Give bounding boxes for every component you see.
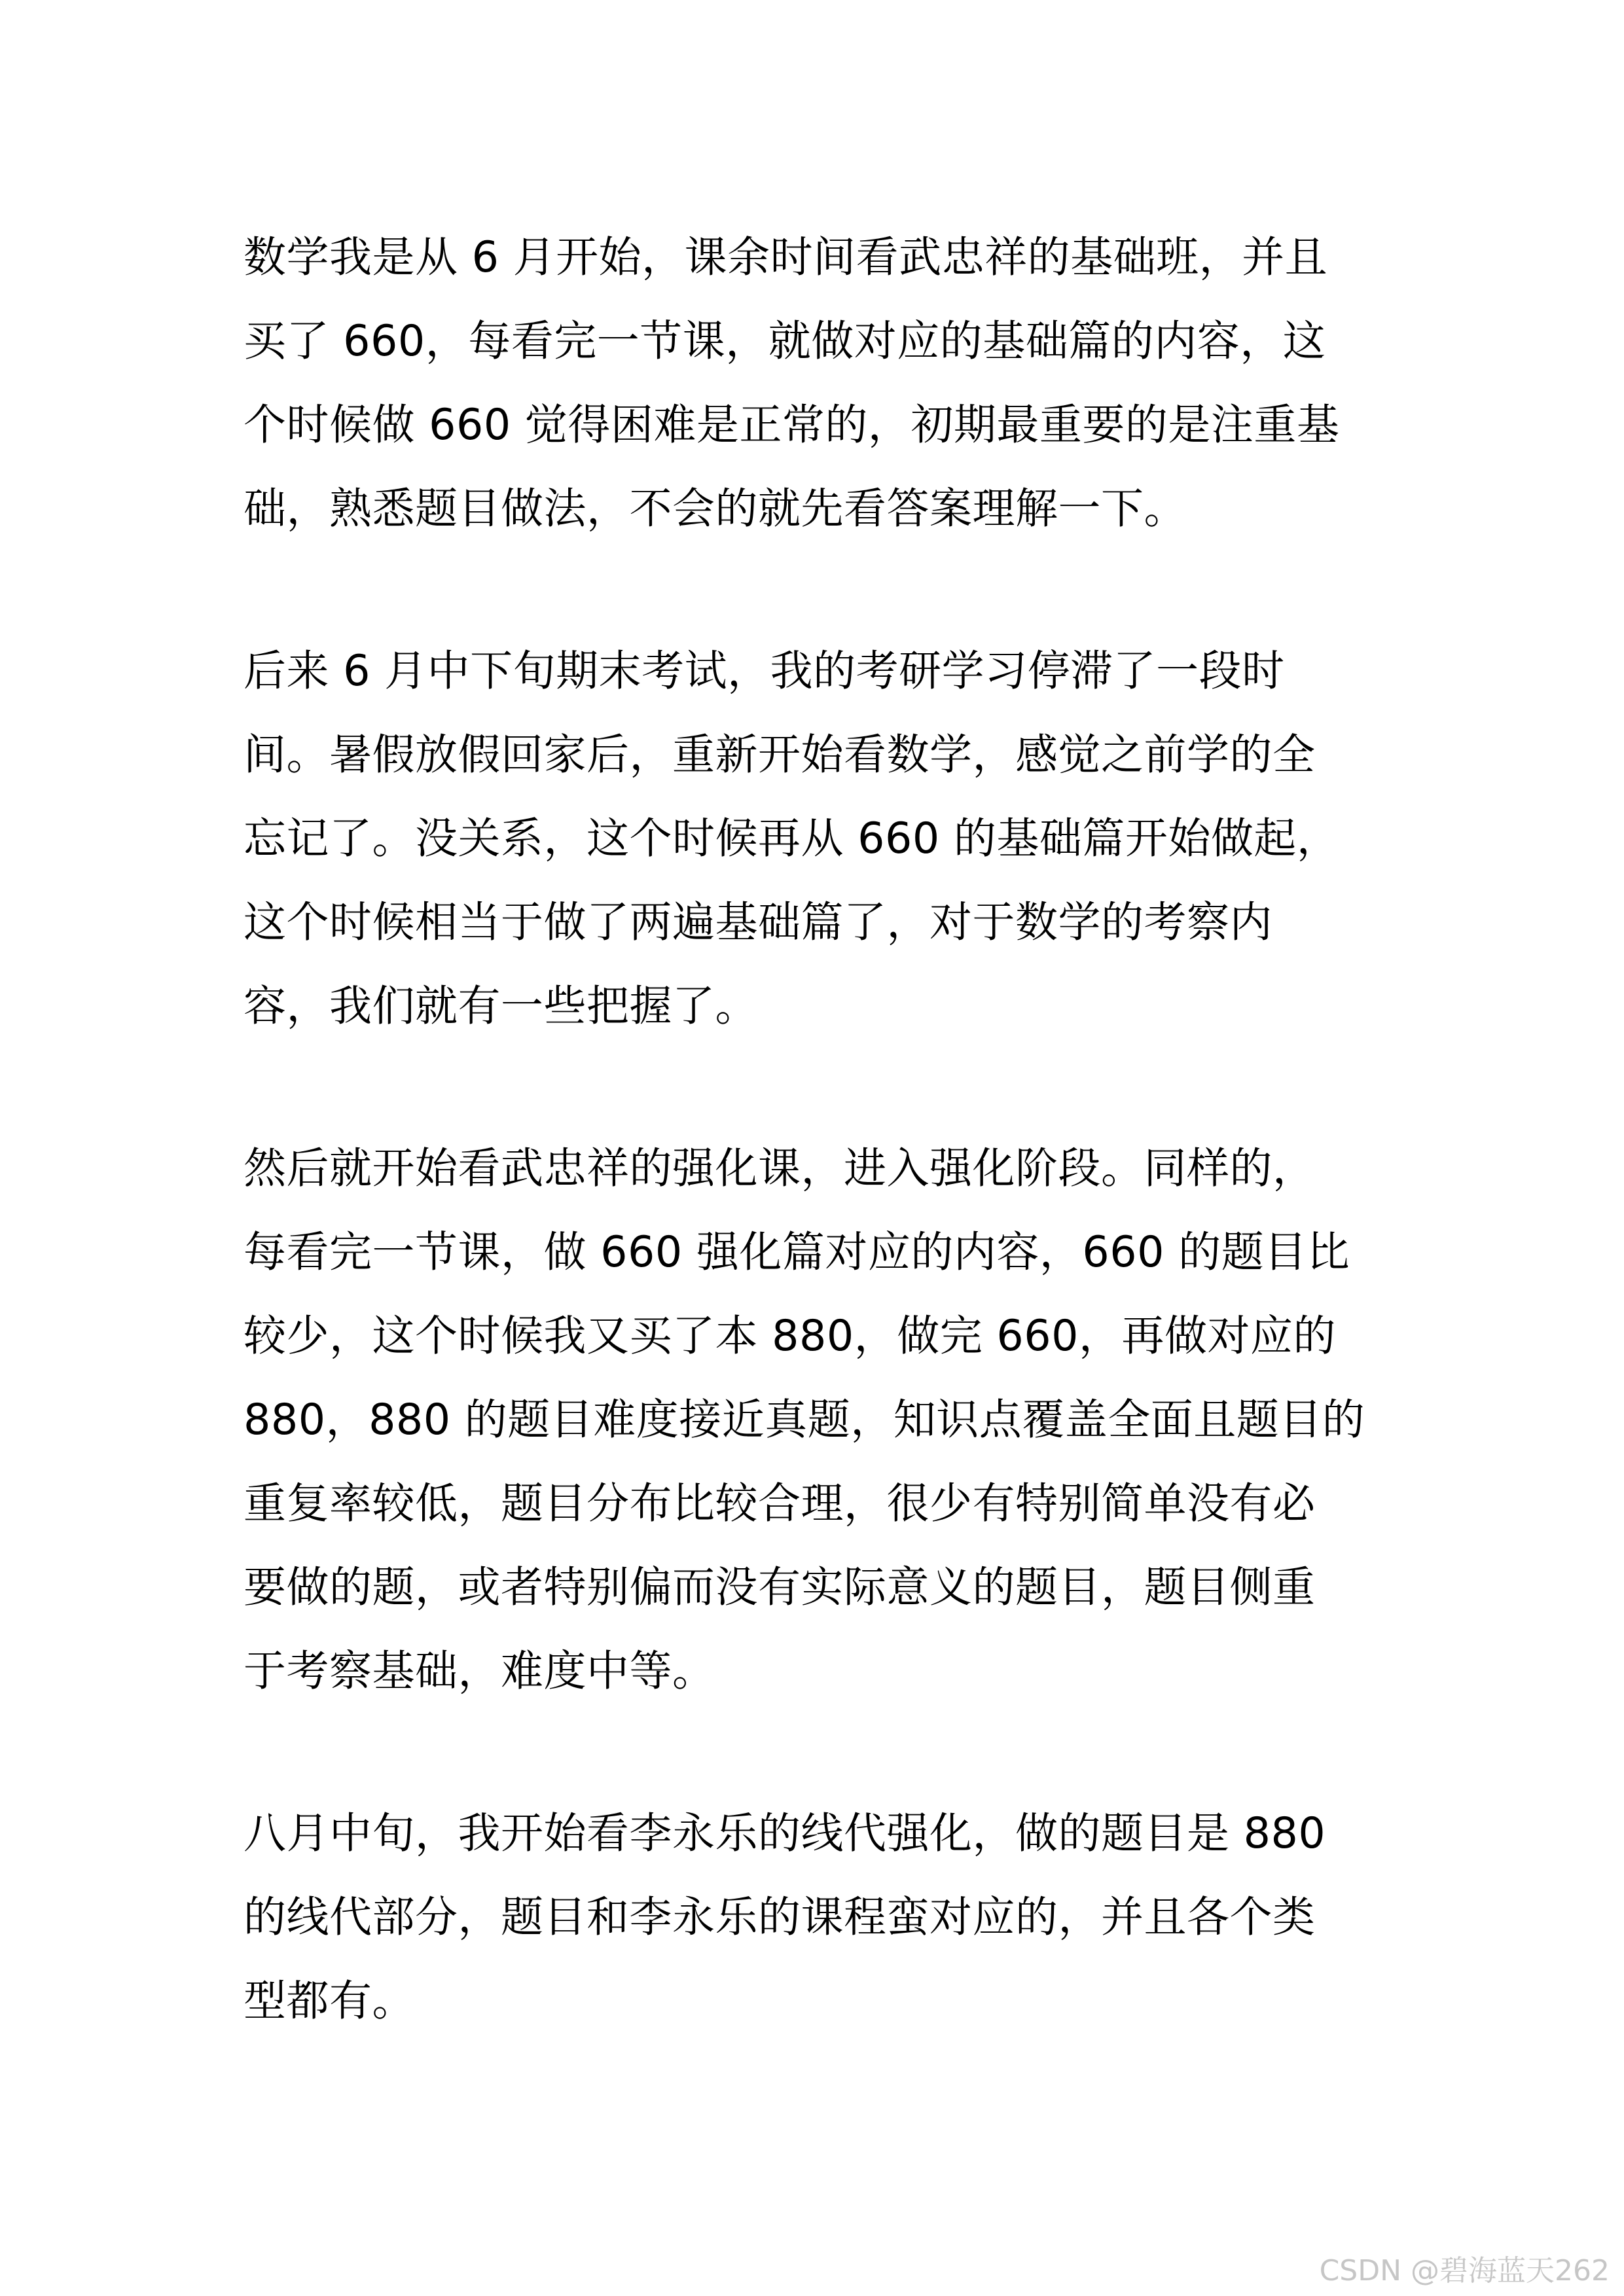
document-body bbox=[244, 216, 1369, 2122]
text-line: 于考察基础，难度中等。 bbox=[244, 1647, 715, 1696]
paragraph-4 bbox=[244, 1792, 1369, 2043]
text-line: 然后就开始看武忠祥的强化课，进入强化阶段。同样的， bbox=[244, 1144, 1316, 1193]
text-line: 八月中旬，我开始看李永乐的线代强化，做的题目是 880 bbox=[244, 1809, 1326, 1858]
text-line: 型都有。 bbox=[244, 1977, 416, 2026]
text-line: 容，我们就有一些把握了。 bbox=[244, 982, 759, 1031]
paragraph-3 bbox=[244, 1127, 1369, 1713]
text-line: 后来 6 月中下旬期末考试，我的考研学习停滞了一段时 bbox=[244, 647, 1285, 696]
text-line: 880，880 的题目难度接近真题，知识点覆盖全面且题目的 bbox=[244, 1395, 1365, 1444]
csdn-watermark: CSDN @碧海蓝天262 bbox=[1319, 2254, 1610, 2287]
text-line: 重复率较低，题目分布比较合理，很少有特别简单没有必 bbox=[244, 1479, 1316, 1528]
paragraph-1 bbox=[244, 216, 1369, 551]
text-line: 础，熟悉题目做法，不会的就先看答案理解一下。 bbox=[244, 484, 1187, 533]
text-line: 忘记了。没关系，这个时候再从 660 的基础篇开始做起， bbox=[244, 814, 1340, 863]
text-line: 间。暑假放假回家后，重新开始看数学，感觉之前学的全 bbox=[244, 730, 1316, 780]
text-line: 要做的题，或者特别偏而没有实际意义的题目，题目侧重 bbox=[244, 1563, 1316, 1612]
text-line: 数学我是从 6 月开始，课余时间看武忠祥的基础班，并且 bbox=[244, 233, 1328, 282]
text-line: 买了 660，每看完一节课，就做对应的基础篇的内容，这 bbox=[244, 317, 1326, 366]
text-line: 的线代部分，题目和李永乐的课程蛮对应的，并且各个类 bbox=[244, 1893, 1316, 1942]
paragraph-2 bbox=[244, 630, 1369, 1049]
text-line: 每看完一节课，做 660 强化篇对应的内容，660 的题目比 bbox=[244, 1228, 1350, 1277]
text-line: 较少，这个时候我又买了本 880，做完 660，再做对应的 bbox=[244, 1312, 1336, 1361]
text-line: 个时候做 660 觉得困难是正常的，初期最重要的是注重基 bbox=[244, 401, 1340, 450]
text-line: 这个时候相当于做了两遍基础篇了，对于数学的考察内 bbox=[244, 898, 1273, 947]
